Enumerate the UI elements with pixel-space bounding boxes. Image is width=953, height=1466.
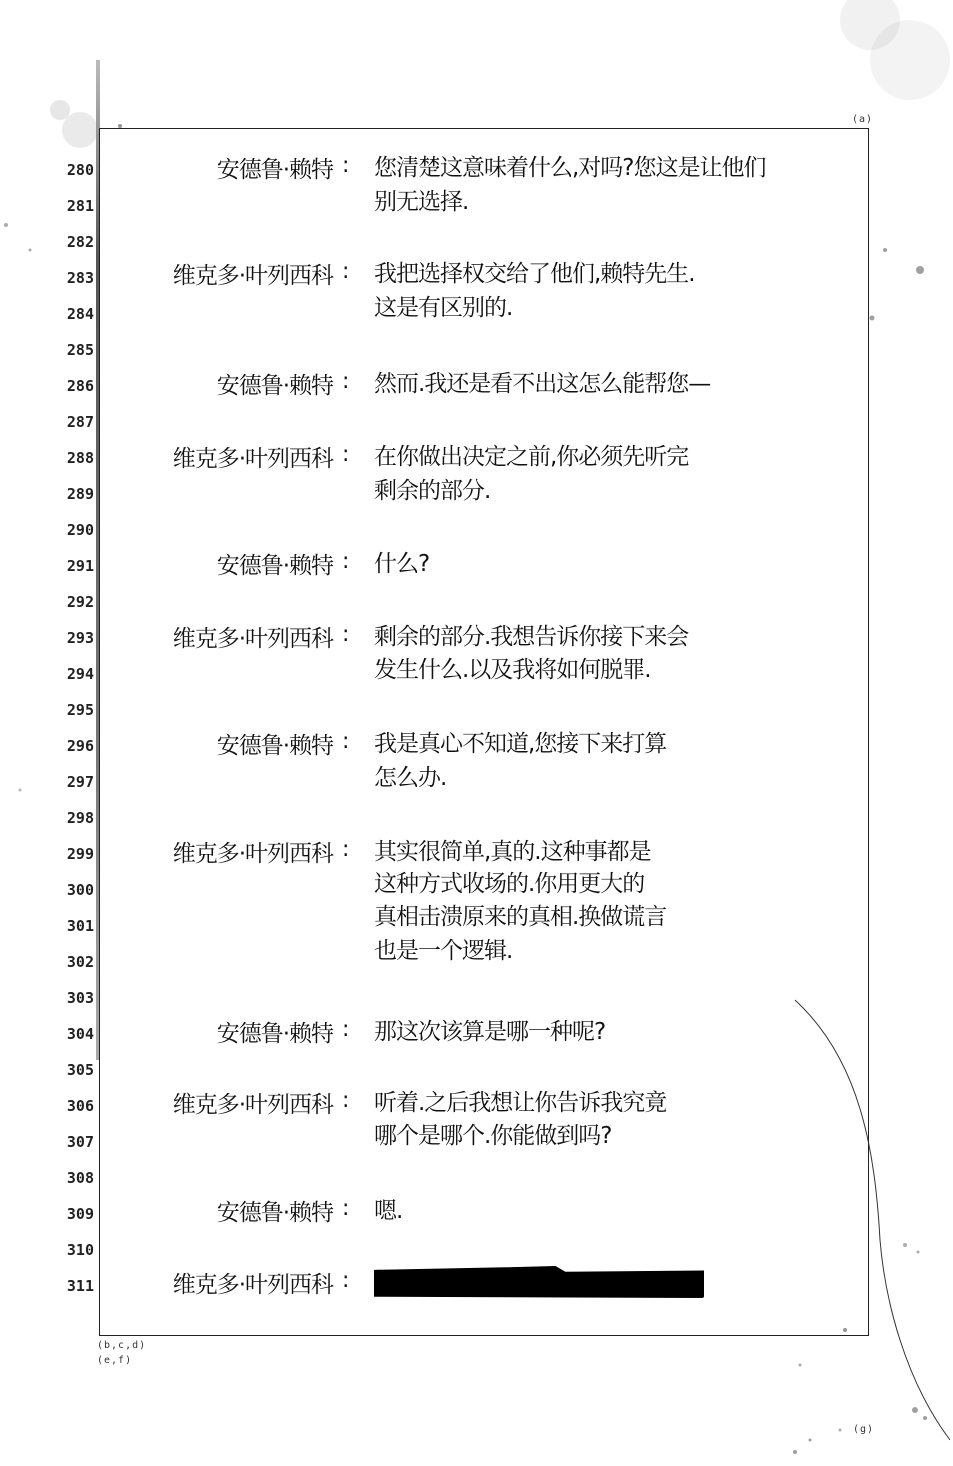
speech-line: 我把选择权交给了他们,赖特先生. bbox=[374, 261, 695, 287]
speaker-colon: : bbox=[342, 729, 350, 754]
line-number: 286 bbox=[66, 377, 94, 395]
line-number: 287 bbox=[66, 413, 94, 431]
line-number: 289 bbox=[66, 485, 94, 503]
line-number: 305 bbox=[66, 1061, 94, 1079]
line-number: 284 bbox=[66, 305, 94, 323]
speaker-name: 维克多·叶列西科 bbox=[172, 446, 333, 472]
line-number: 281 bbox=[66, 197, 94, 215]
speaker-colon: : bbox=[342, 1017, 350, 1042]
speaker-name: 维克多·叶列西科 bbox=[172, 263, 333, 289]
speaker-name: 维克多·叶列西科 bbox=[172, 841, 333, 867]
speaker-name: 安德鲁·赖特 bbox=[216, 1200, 333, 1226]
footnote-mark-ef: (e,f) bbox=[97, 1355, 133, 1366]
line-number: 297 bbox=[66, 773, 94, 791]
line-number: 310 bbox=[66, 1241, 94, 1259]
line-number: 308 bbox=[66, 1169, 94, 1187]
line-number: 294 bbox=[66, 665, 94, 683]
line-number: 301 bbox=[66, 917, 94, 935]
line-number: 296 bbox=[66, 737, 94, 755]
speaker-colon: : bbox=[342, 153, 350, 178]
line-number: 311 bbox=[66, 1277, 94, 1295]
speaker-name: 维克多·叶列西科 bbox=[172, 626, 333, 652]
speaker-name: 维克多·叶列西科 bbox=[172, 1272, 333, 1298]
speaker-colon: : bbox=[342, 369, 350, 394]
line-number: 290 bbox=[66, 521, 94, 539]
speaker-colon: : bbox=[342, 259, 350, 284]
speech-line: 嗯. bbox=[374, 1198, 403, 1224]
line-number: 300 bbox=[66, 881, 94, 899]
speaker-name: 安德鲁·赖特 bbox=[216, 733, 333, 759]
line-number: 283 bbox=[66, 269, 94, 287]
line-number: 291 bbox=[66, 557, 94, 575]
corner-mark-a: (a) bbox=[852, 114, 874, 125]
line-number: 303 bbox=[66, 989, 94, 1007]
line-number: 288 bbox=[66, 449, 94, 467]
speech-line: 其实很简单,真的.这种事都是 bbox=[374, 839, 651, 865]
line-number: 295 bbox=[66, 701, 94, 719]
speech-line: 真相击溃原来的真相.换做谎言 bbox=[374, 904, 667, 930]
speaker-name: 安德鲁·赖特 bbox=[216, 157, 333, 183]
line-number: 292 bbox=[66, 593, 94, 611]
line-number: 280 bbox=[66, 161, 94, 179]
speaker-colon: : bbox=[342, 1088, 350, 1113]
footnote-mark-bcd: (b,c,d) bbox=[97, 1340, 147, 1351]
line-number: 309 bbox=[66, 1205, 94, 1223]
speech-line: 别无选择. bbox=[374, 189, 469, 215]
speech-line: 听着.之后我想让你告诉我究竟 bbox=[374, 1090, 667, 1116]
speech-line: 在你做出决定之前,你必须先听完 bbox=[374, 444, 689, 470]
speech-line: 然而.我还是看不出这怎么能帮您— bbox=[374, 371, 711, 397]
speech-line: 这是有区别的. bbox=[374, 295, 513, 321]
speaker-colon: : bbox=[342, 549, 350, 574]
speech-line: 我是真心不知道,您接下来打算 bbox=[374, 731, 667, 757]
speech-line: 也是一个逻辑. bbox=[374, 938, 513, 964]
line-number: 298 bbox=[66, 809, 94, 827]
speech-line: 发生什么.以及我将如何脱罪. bbox=[374, 657, 651, 683]
speech-line: 哪个是哪个.你能做到吗? bbox=[374, 1123, 612, 1149]
line-number: 307 bbox=[66, 1133, 94, 1151]
speech-line: 那这次该算是哪一种呢? bbox=[374, 1019, 606, 1045]
line-number: 306 bbox=[66, 1097, 94, 1115]
line-number: 285 bbox=[66, 341, 94, 359]
speaker-colon: : bbox=[342, 1268, 350, 1293]
line-number: 282 bbox=[66, 233, 94, 251]
line-number: 304 bbox=[66, 1025, 94, 1043]
speaker-colon: : bbox=[342, 837, 350, 862]
speech-line: 您清楚这意味着什么,对吗?您这是让他们 bbox=[374, 155, 766, 181]
speaker-colon: : bbox=[342, 442, 350, 467]
speech-line: 什么? bbox=[374, 551, 430, 577]
speaker-colon: : bbox=[342, 1196, 350, 1221]
speaker-colon: : bbox=[342, 622, 350, 647]
speech-line: 剩余的部分. bbox=[374, 478, 491, 504]
speaker-name: 维克多·叶列西科 bbox=[172, 1092, 333, 1118]
line-number: 293 bbox=[66, 629, 94, 647]
speech-line: 剩余的部分.我想告诉你接下来会 bbox=[374, 624, 689, 650]
speech-line: 怎么办. bbox=[374, 765, 447, 791]
speech-line: 这种方式收场的.你用更大的 bbox=[374, 871, 645, 897]
corner-mark-g: (g) bbox=[853, 1424, 875, 1435]
speaker-name: 安德鲁·赖特 bbox=[216, 553, 333, 579]
line-number: 299 bbox=[66, 845, 94, 863]
speaker-name: 安德鲁·赖特 bbox=[216, 373, 333, 399]
line-number: 302 bbox=[66, 953, 94, 971]
speaker-name: 安德鲁·赖特 bbox=[216, 1021, 333, 1047]
